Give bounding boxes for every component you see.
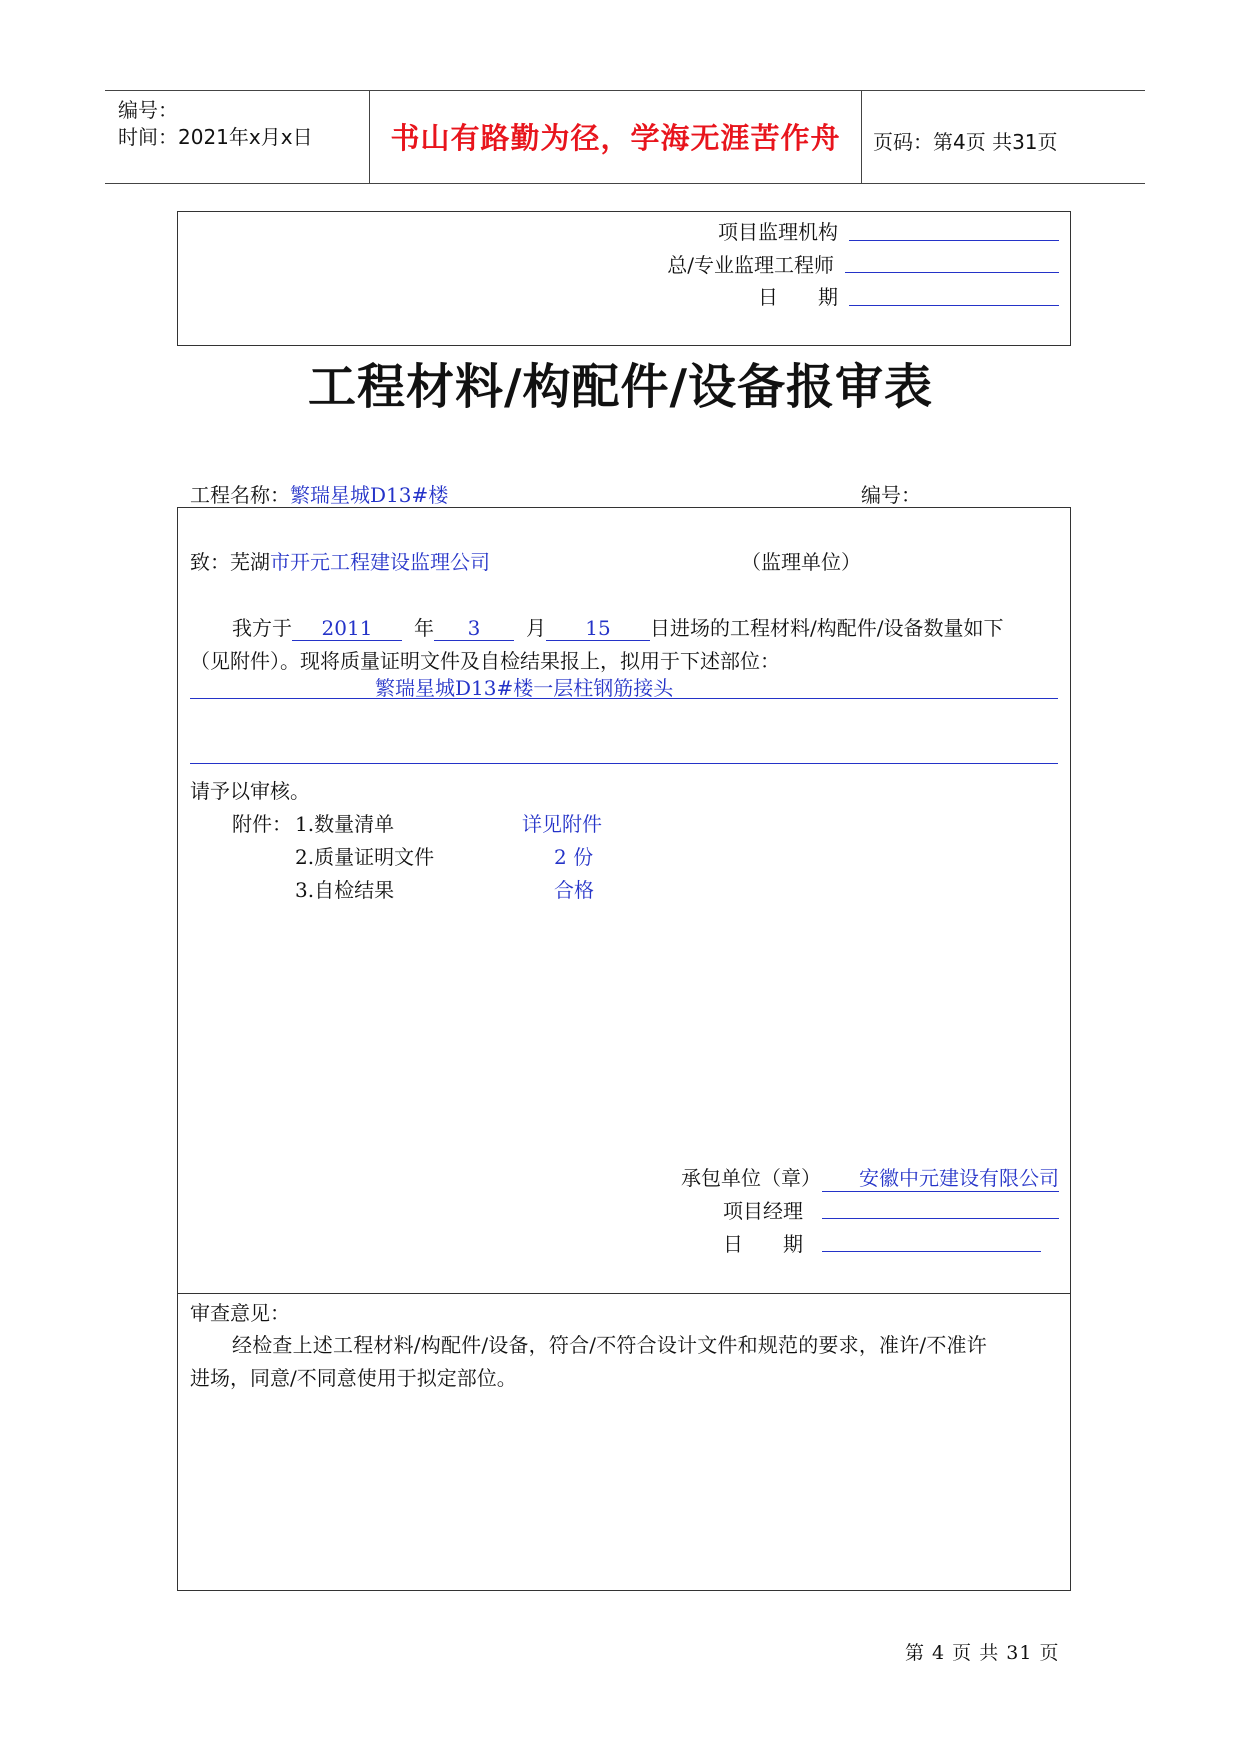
header-motto: 书山有路勤为径，学海无涯苦作舟 xyxy=(390,121,841,155)
review-line-1: 经检查上述工程材料/构配件/设备，符合/不符合设计文件和规范的要求，准许/不准许 xyxy=(232,1333,987,1357)
recipient-company: 市开元工程建设监理公司 xyxy=(270,550,490,574)
page-footer: 第 4 页 共 31 页 xyxy=(905,1642,1060,1664)
header-time-label: 时间：2021年x月x日 xyxy=(118,125,313,149)
page-title: 工程材料/构配件/设备报审表 xyxy=(307,359,934,415)
project-name-row xyxy=(190,479,448,508)
entry-day[interactable]: 15 xyxy=(546,616,650,641)
entry-year[interactable]: 2011 xyxy=(292,616,402,641)
review-line-2: 进场，同意/不同意使用于拟定部位。 xyxy=(190,1366,517,1390)
header-divider-right xyxy=(861,91,862,183)
supervision-engineer-field[interactable] xyxy=(845,272,1059,273)
header-page-info: 页码：第4页 共31页 xyxy=(873,130,1058,154)
attachment-3-value: 合格 xyxy=(554,878,594,902)
supervision-org-field[interactable] xyxy=(849,240,1059,241)
contractor-label: 承包单位（章） xyxy=(681,1166,821,1190)
form-divider xyxy=(177,1293,1071,1294)
location-field[interactable] xyxy=(190,678,1058,699)
project-number-label: 编号： xyxy=(861,483,921,507)
recipient-row xyxy=(190,546,490,575)
attachment-3-label: 3.自检结果 xyxy=(295,878,395,902)
attachment-1-value: 详见附件 xyxy=(522,812,602,836)
attachment-1-label: 1.数量清单 xyxy=(295,812,395,836)
header-top-rule xyxy=(105,90,1145,91)
entry-month[interactable]: 3 xyxy=(434,616,514,641)
body-after-day: 日进场的工程材料/构配件/设备数量如下 xyxy=(650,616,1004,640)
project-name-value: 繁瑞星城D13#楼 xyxy=(290,483,449,507)
review-label: 审查意见： xyxy=(190,1301,290,1325)
manager-field[interactable] xyxy=(822,1218,1059,1219)
manager-label: 项目经理 xyxy=(723,1199,803,1223)
recipient-prefix: 芜湖 xyxy=(230,550,270,574)
supervision-date-label: 日 期 xyxy=(758,285,838,309)
contractor-date-field[interactable] xyxy=(822,1251,1041,1252)
location-value: 繁瑞星城D13#楼一层柱钢筋接头 xyxy=(375,676,674,700)
header-bottom-rule xyxy=(105,183,1145,184)
contractor-date-label: 日 期 xyxy=(723,1232,803,1256)
supervision-date-field[interactable] xyxy=(849,305,1059,306)
attachment-2-value: 2 份 xyxy=(554,845,594,869)
body-line-1 xyxy=(232,612,1003,641)
request-text: 请予以审核。 xyxy=(190,779,310,803)
year-label: 年 xyxy=(414,616,434,640)
contractor-value[interactable]: 安徽中元建设有限公司 xyxy=(822,1162,1059,1192)
month-label: 月 xyxy=(526,616,546,640)
attachments-label: 附件： xyxy=(232,812,292,836)
recipient-label: 致： xyxy=(190,550,230,574)
supervision-engineer-label: 总/专业监理工程师 xyxy=(667,253,834,277)
project-name-label: 工程名称： xyxy=(190,483,290,507)
body-prefix: 我方于 xyxy=(232,616,292,640)
body-line-2: （见附件）。现将质量证明文件及自检结果报上，拟用于下述部位： xyxy=(190,649,780,673)
recipient-suffix: （监理单位） xyxy=(741,550,861,574)
supervision-org-label: 项目监理机构 xyxy=(718,220,838,244)
header-number-label: 编号： xyxy=(118,98,178,122)
location-field-line-2[interactable] xyxy=(190,763,1058,764)
attachment-2-label: 2.质量证明文件 xyxy=(295,845,435,869)
